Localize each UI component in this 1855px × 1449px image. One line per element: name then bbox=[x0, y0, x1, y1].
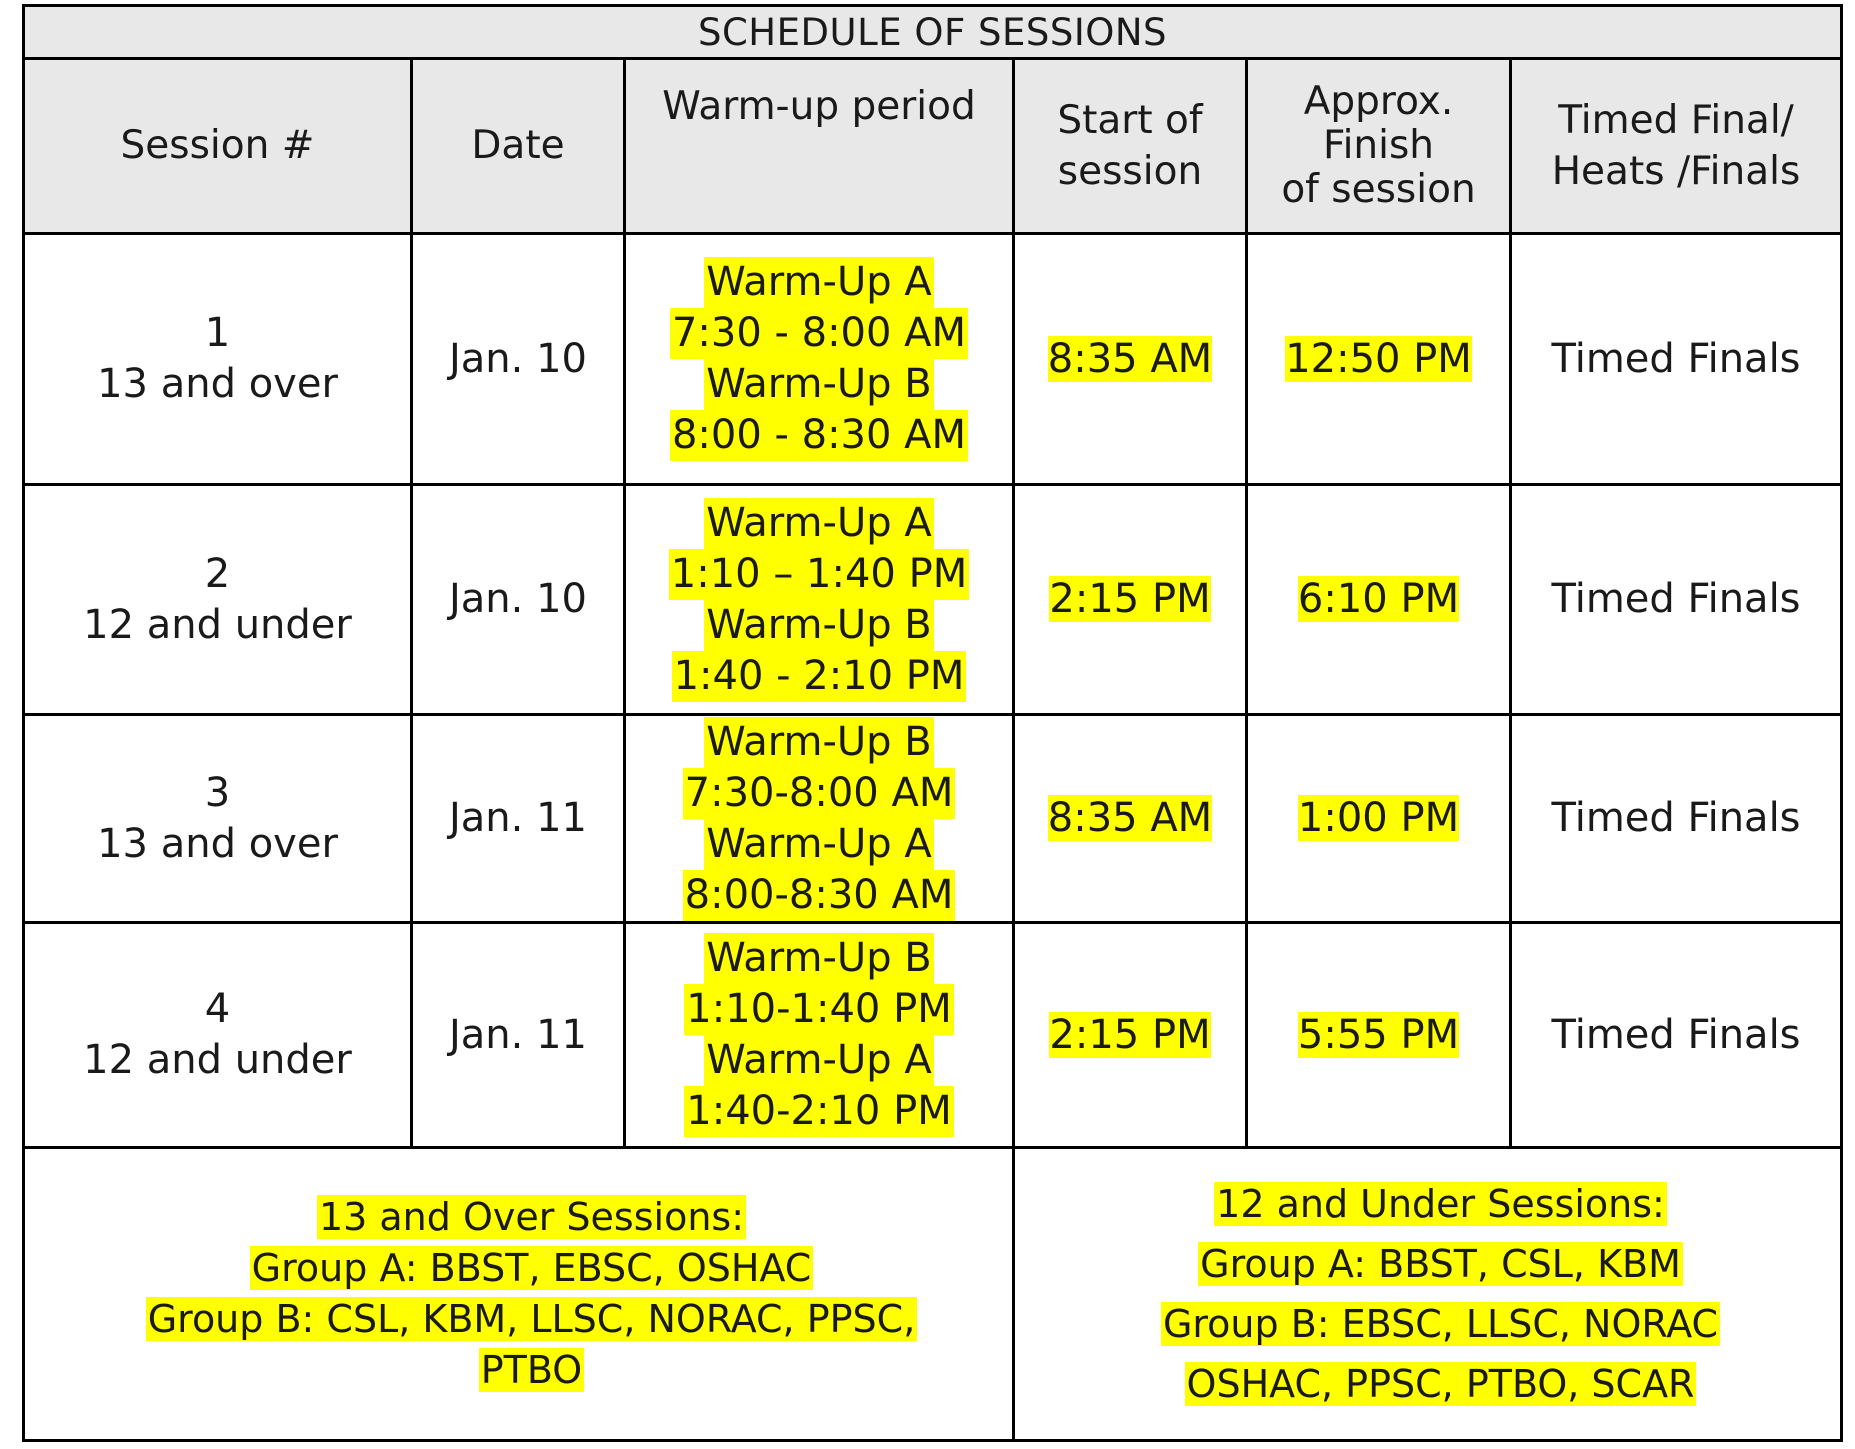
warmup-line: 7:30-8:00 AM bbox=[683, 768, 956, 819]
warmup-line: 1:10 – 1:40 PM bbox=[669, 549, 969, 600]
header-finish-line3: of session bbox=[1281, 167, 1476, 212]
start-cell bbox=[1014, 234, 1247, 485]
table-row bbox=[24, 923, 1842, 1148]
header-type bbox=[1511, 59, 1842, 234]
warmup-line: Warm-Up B bbox=[704, 717, 933, 768]
session-age-group: 12 and under bbox=[83, 601, 352, 648]
session-cell bbox=[24, 923, 412, 1148]
finish-time: 12:50 PM bbox=[1285, 335, 1472, 382]
warmup-line: Warm-Up B bbox=[704, 359, 933, 410]
header-date: Date bbox=[412, 59, 625, 234]
header-row bbox=[24, 59, 1842, 234]
header-start-line1: Start of bbox=[1057, 98, 1203, 143]
start-time: 8:35 AM bbox=[1047, 335, 1213, 382]
warmup-line: Warm-Up A bbox=[704, 498, 933, 549]
table-row bbox=[24, 234, 1842, 485]
header-session: Session # bbox=[24, 59, 412, 234]
date-cell: Jan. 10 bbox=[412, 485, 625, 715]
session-age-group: 13 and over bbox=[97, 820, 338, 867]
date-cell: Jan. 11 bbox=[412, 923, 625, 1148]
type-cell: Timed Finals bbox=[1511, 485, 1842, 715]
type-cell: Timed Finals bbox=[1511, 234, 1842, 485]
groups-12-group-a: Group A: BBST, CSL, KBM bbox=[1200, 1242, 1681, 1286]
warmup-line: 1:40-2:10 PM bbox=[684, 1086, 953, 1137]
header-finish bbox=[1247, 59, 1511, 234]
start-cell bbox=[1014, 715, 1247, 923]
start-cell bbox=[1014, 485, 1247, 715]
finish-time: 5:55 PM bbox=[1297, 1011, 1460, 1058]
header-type-line2: Heats /Finals bbox=[1551, 149, 1801, 194]
groups-13-group-a: Group A: BBST, EBSC, OSHAC bbox=[251, 1246, 812, 1290]
session-number: 2 bbox=[204, 550, 231, 597]
date-cell: Jan. 10 bbox=[412, 234, 625, 485]
warmup-line: Warm-Up A bbox=[704, 819, 933, 870]
groups-13-heading: 13 and Over Sessions: bbox=[318, 1195, 745, 1239]
header-warmup-label: Warm-up period bbox=[662, 84, 976, 129]
schedule-sheet bbox=[22, 4, 1840, 1432]
warmup-line: Warm-Up B bbox=[704, 600, 933, 651]
title-row bbox=[24, 6, 1842, 59]
start-cell bbox=[1014, 923, 1247, 1148]
warmup-cell bbox=[625, 485, 1014, 715]
schedule-table bbox=[22, 4, 1843, 1442]
session-number: 1 bbox=[204, 310, 231, 356]
finish-time: 6:10 PM bbox=[1297, 576, 1460, 622]
warmup-cell bbox=[625, 923, 1014, 1148]
start-time: 2:15 PM bbox=[1049, 1011, 1211, 1058]
header-finish-line2: Finish bbox=[1322, 123, 1434, 168]
header-warmup bbox=[625, 59, 1014, 234]
groups-row bbox=[24, 1148, 1842, 1441]
finish-time: 1:00 PM bbox=[1297, 795, 1460, 841]
start-time: 8:35 AM bbox=[1047, 795, 1213, 841]
session-number: 3 bbox=[204, 769, 231, 816]
session-number: 4 bbox=[204, 986, 231, 1032]
session-cell bbox=[24, 485, 412, 715]
warmup-line: 1:10-1:40 PM bbox=[684, 984, 953, 1035]
session-cell bbox=[24, 715, 412, 923]
header-type-line1: Timed Final/ bbox=[1558, 98, 1794, 143]
groups-12-group-b-cont: OSHAC, PPSC, PTBO, SCAR bbox=[1186, 1362, 1695, 1406]
header-start bbox=[1014, 59, 1247, 234]
finish-cell bbox=[1247, 234, 1511, 485]
groups-12-group-b: Group B: EBSC, LLSC, NORAC bbox=[1162, 1302, 1719, 1346]
session-age-group: 12 and under bbox=[83, 1037, 352, 1083]
warmup-line: Warm-Up A bbox=[704, 257, 933, 308]
session-cell bbox=[24, 234, 412, 485]
groups-13-group-b-cont: PTBO bbox=[480, 1348, 583, 1392]
warmup-line: 8:00-8:30 AM bbox=[683, 870, 956, 921]
warmup-line: 7:30 - 8:00 AM bbox=[670, 308, 968, 359]
table-title: SCHEDULE OF SESSIONS bbox=[24, 6, 1842, 59]
header-start-line2: session bbox=[1057, 149, 1203, 194]
warmup-cell bbox=[625, 715, 1014, 923]
table-row bbox=[24, 715, 1842, 923]
groups-12-and-under bbox=[1014, 1148, 1842, 1441]
type-cell: Timed Finals bbox=[1511, 715, 1842, 923]
start-time: 2:15 PM bbox=[1049, 576, 1211, 622]
table-row bbox=[24, 485, 1842, 715]
session-age-group: 13 and over bbox=[97, 361, 338, 407]
warmup-line: 1:40 - 2:10 PM bbox=[672, 651, 967, 702]
finish-cell bbox=[1247, 923, 1511, 1148]
groups-12-heading: 12 and Under Sessions: bbox=[1216, 1182, 1665, 1226]
type-cell: Timed Finals bbox=[1511, 923, 1842, 1148]
finish-cell bbox=[1247, 715, 1511, 923]
warmup-cell bbox=[625, 234, 1014, 485]
date-cell: Jan. 11 bbox=[412, 715, 625, 923]
warmup-line: Warm-Up A bbox=[704, 1035, 933, 1086]
header-finish-line1: Approx. bbox=[1303, 79, 1454, 124]
finish-cell bbox=[1247, 485, 1511, 715]
warmup-line: Warm-Up B bbox=[704, 933, 933, 984]
groups-13-and-over bbox=[24, 1148, 1014, 1441]
groups-13-group-b: Group B: CSL, KBM, LLSC, NORAC, PPSC, bbox=[147, 1297, 916, 1341]
warmup-line: 8:00 - 8:30 AM bbox=[670, 410, 968, 461]
